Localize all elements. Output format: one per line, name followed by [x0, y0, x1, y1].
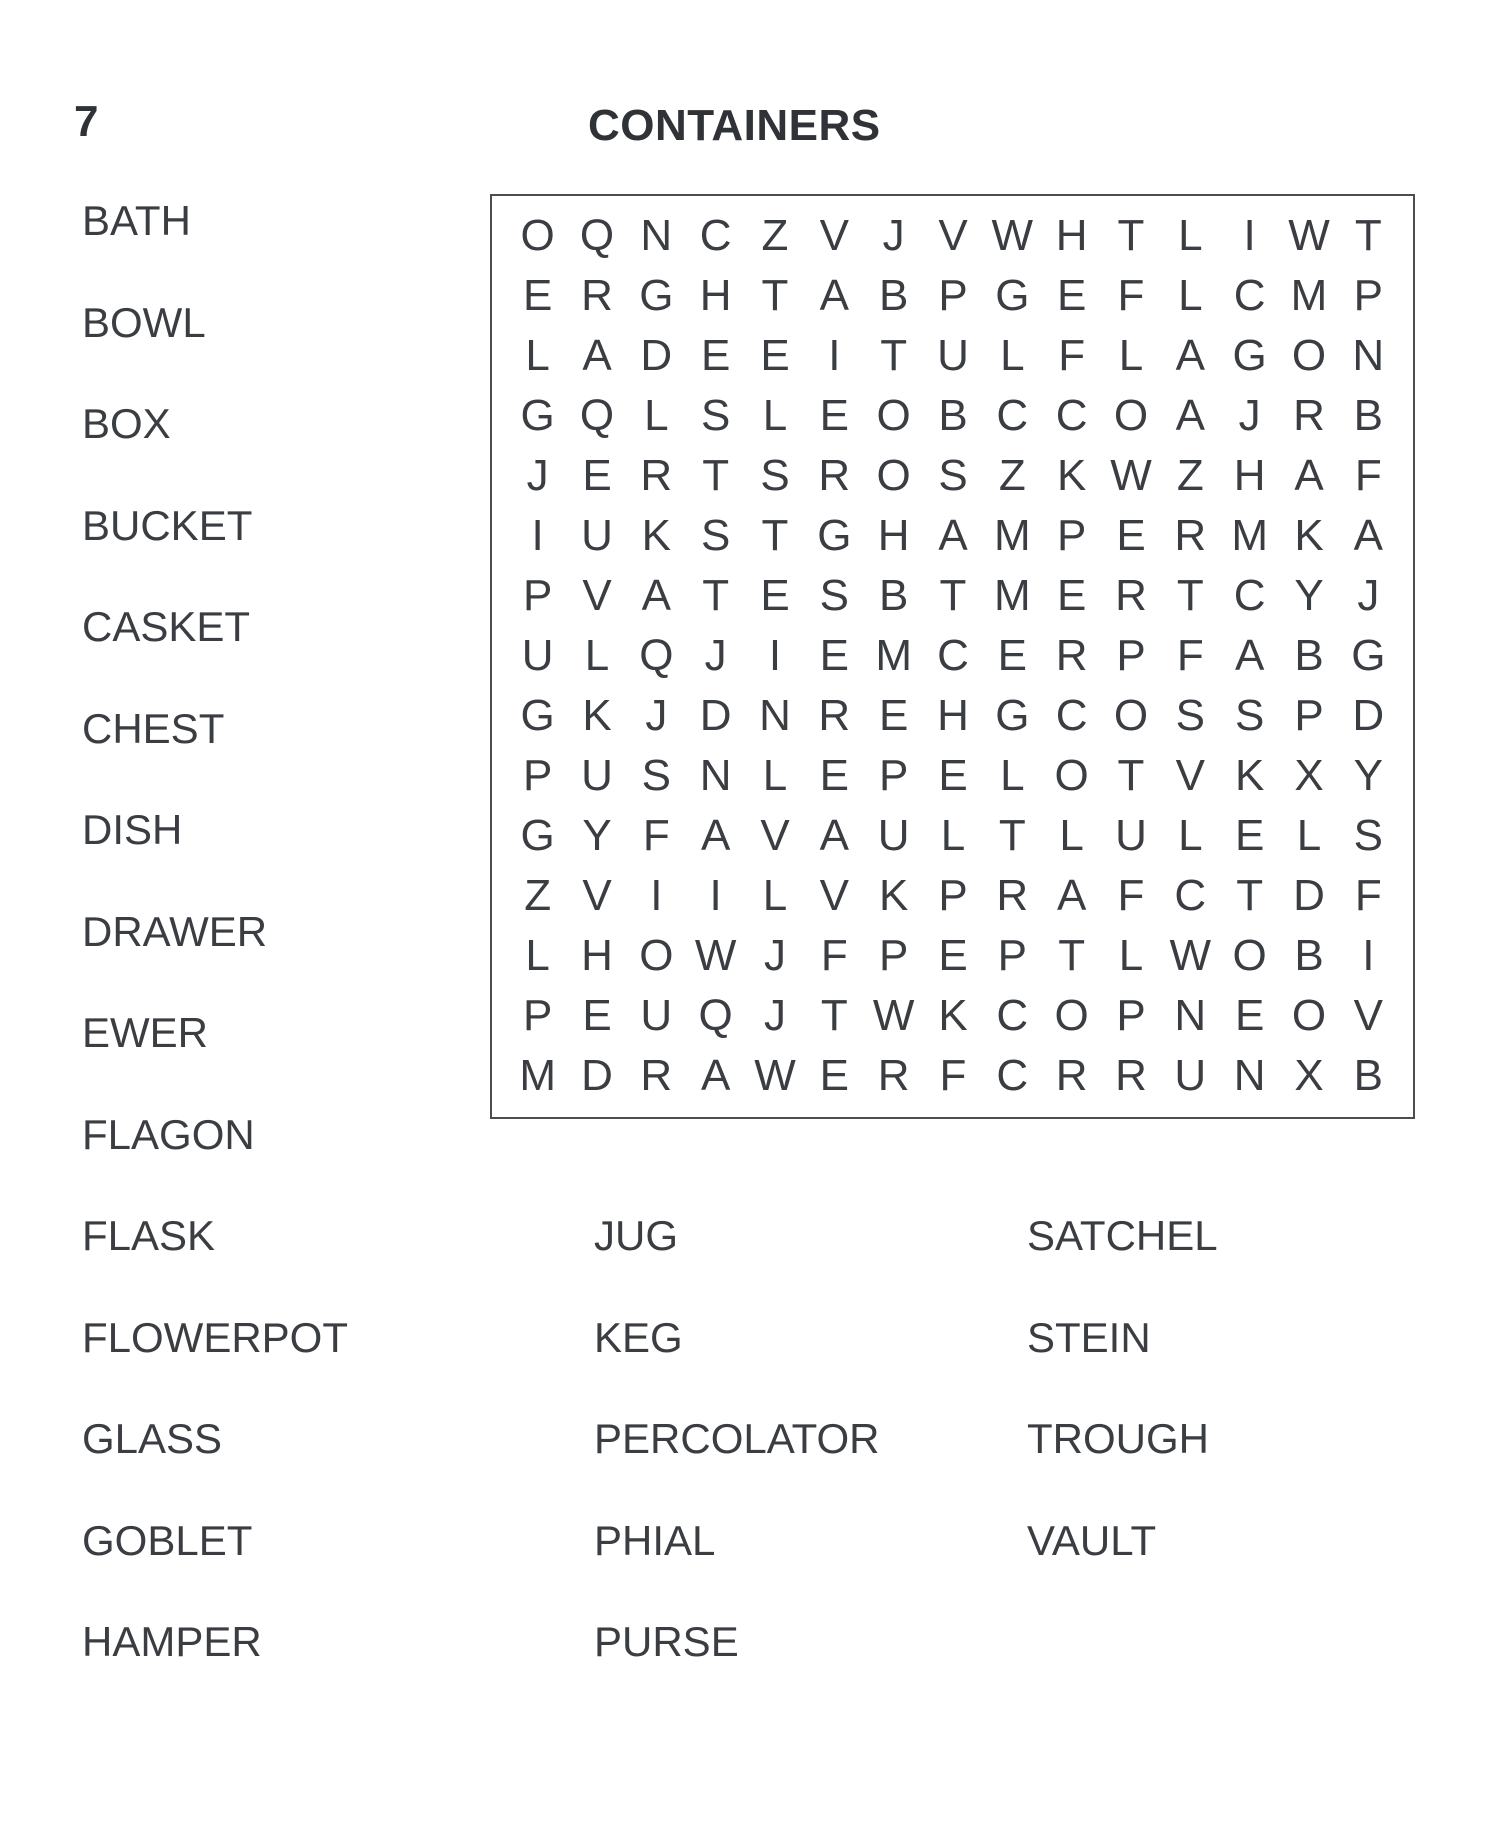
grid-letter[interactable]: P [1294, 691, 1324, 740]
grid-letter[interactable]: A [1234, 631, 1265, 680]
grid-letter[interactable]: A [819, 811, 849, 860]
grid-letter[interactable]: G [1232, 331, 1267, 380]
grid-letter[interactable]: A [1056, 871, 1087, 920]
word-list-item: PURSE [594, 1618, 739, 1665]
word-list-item: EWER [82, 1009, 208, 1056]
grid-letter[interactable]: K [1294, 511, 1324, 560]
grid-letter[interactable]: W [1110, 451, 1152, 500]
grid-letter[interactable]: W [872, 991, 915, 1040]
grid-letter[interactable]: E [760, 331, 790, 380]
grid-letter[interactable]: Y [1353, 751, 1383, 800]
grid-letter[interactable]: C [1055, 691, 1088, 740]
grid-letter[interactable]: P [522, 751, 553, 800]
word-list-item: GOBLET [82, 1516, 253, 1564]
grid-letter[interactable]: C [996, 1051, 1029, 1100]
grid-letter[interactable]: G [639, 271, 674, 320]
word-list-item: FLASK [82, 1212, 216, 1259]
grid-letter[interactable]: N [1352, 331, 1385, 380]
grid-letter[interactable]: J [1238, 391, 1261, 440]
grid-letter[interactable]: S [1234, 691, 1265, 740]
grid-letter[interactable]: S [700, 391, 731, 440]
grid-letter[interactable]: L [525, 331, 550, 380]
grid-letter[interactable]: S [1175, 691, 1205, 740]
grid-letter[interactable]: S [641, 751, 671, 800]
grid-letter[interactable]: K [1056, 451, 1087, 500]
grid-letter[interactable]: V [819, 871, 849, 920]
grid-letter[interactable]: L [584, 631, 610, 680]
grid-letter[interactable]: C [1174, 871, 1207, 920]
grid-letter[interactable]: P [878, 931, 909, 980]
grid-letter[interactable]: J [763, 991, 786, 1040]
grid-letter[interactable]: J [763, 931, 786, 980]
grid-letter[interactable]: Z [1176, 451, 1204, 500]
grid-letter[interactable]: D [581, 1051, 613, 1100]
grid-letter[interactable]: V [582, 571, 612, 620]
grid-letter[interactable]: F [642, 811, 670, 860]
grid-letter[interactable]: G [995, 271, 1030, 320]
grid-letter[interactable]: G [520, 811, 555, 860]
grid-letter[interactable]: O [639, 931, 674, 980]
grid-letter[interactable]: L [1178, 211, 1203, 260]
grid-letter[interactable]: S [819, 571, 849, 620]
grid-letter[interactable]: P [522, 571, 553, 620]
grid-letter[interactable]: H [937, 691, 969, 740]
grid-letter[interactable]: I [768, 631, 782, 680]
grid-letter[interactable]: U [937, 331, 969, 380]
grid-letter[interactable]: L [1000, 331, 1025, 380]
grid-letter[interactable]: A [582, 331, 612, 380]
grid-letter[interactable]: C [1055, 391, 1088, 440]
grid-letter[interactable]: B [938, 391, 968, 440]
word-list-item: HAMPER [82, 1618, 262, 1665]
grid-letter[interactable]: E [1056, 271, 1087, 320]
grid-letter[interactable]: E [1234, 991, 1265, 1040]
grid-letter[interactable]: L [1296, 811, 1322, 860]
grid-letter[interactable]: E [819, 631, 849, 680]
grid-letter[interactable]: Z [761, 211, 789, 260]
grid-letter[interactable]: E [1056, 571, 1087, 620]
grid-letter[interactable]: R [877, 1051, 910, 1100]
grid-letter[interactable]: Z [524, 871, 552, 920]
puzzle-grid-frame [490, 194, 1415, 1119]
grid-letter[interactable]: P [1116, 991, 1146, 1040]
grid-letter[interactable]: W [991, 211, 1034, 260]
grid-letter[interactable]: E [700, 331, 731, 380]
grid-letter[interactable]: O [1113, 691, 1149, 740]
grid-letter[interactable]: J [645, 691, 668, 740]
grid-letter[interactable]: A [1175, 391, 1205, 440]
grid-letter[interactable]: T [761, 271, 789, 320]
word-list-item: CHEST [82, 704, 225, 752]
grid-letter[interactable]: V [938, 211, 968, 260]
grid-letter[interactable]: G [995, 691, 1030, 740]
word-list-item: BUCKET [82, 501, 253, 549]
grid-letter[interactable]: I [1362, 931, 1375, 980]
grid-letter[interactable]: B [1294, 631, 1324, 680]
grid-letter[interactable]: Q [579, 211, 615, 260]
grid-letter[interactable]: P [1353, 271, 1383, 320]
grid-letter[interactable]: V [1175, 751, 1205, 800]
grid-letter[interactable]: R [1055, 1051, 1088, 1100]
grid-letter[interactable]: F [1354, 871, 1382, 920]
grid-letter[interactable]: Y [582, 811, 612, 860]
grid-letter[interactable]: A [1353, 511, 1383, 560]
grid-letter[interactable]: F [1058, 331, 1086, 380]
word-list-item: VAULT [1027, 1516, 1157, 1564]
grid-letter[interactable]: C [996, 391, 1029, 440]
grid-letter[interactable]: C [996, 991, 1029, 1040]
grid-letter[interactable]: E [760, 571, 790, 620]
grid-letter[interactable]: B [878, 271, 909, 320]
grid-letter[interactable]: M [993, 511, 1031, 560]
grid-letter[interactable]: E [1116, 511, 1146, 560]
grid-letter[interactable]: J [882, 211, 905, 260]
grid-letter[interactable]: K [878, 871, 909, 920]
grid-letter[interactable]: B [1353, 1051, 1383, 1100]
word-list-item: DISH [82, 806, 183, 853]
grid-letter[interactable]: V [1353, 991, 1383, 1040]
grid-letter[interactable]: L [940, 811, 966, 860]
grid-letter[interactable]: C [937, 631, 969, 680]
grid-letter[interactable]: T [1354, 211, 1382, 260]
puzzle-grid [508, 206, 1398, 1106]
grid-letter[interactable]: U [521, 631, 554, 680]
grid-letter[interactable]: R [818, 451, 851, 500]
grid-letter[interactable]: F [1117, 271, 1145, 320]
grid-letter[interactable]: V [582, 871, 612, 920]
grid-letter[interactable]: D [699, 691, 732, 740]
grid-letter[interactable]: H [877, 511, 910, 560]
grid-letter[interactable]: T [1236, 871, 1264, 920]
grid-letter[interactable]: D [640, 331, 673, 380]
grid-letter[interactable]: L [1118, 931, 1144, 980]
grid-letter[interactable]: V [819, 211, 849, 260]
grid-letter[interactable]: T [1176, 571, 1204, 620]
grid-letter[interactable]: M [1231, 511, 1268, 560]
grid-letter[interactable]: T [1058, 931, 1086, 980]
grid-letter[interactable]: B [878, 571, 909, 620]
grid-letter[interactable]: A [938, 511, 968, 560]
grid-letter[interactable]: I [1243, 211, 1256, 260]
grid-letter[interactable]: T [880, 331, 908, 380]
grid-letter[interactable]: L [762, 391, 788, 440]
grid-letter[interactable]: P [997, 931, 1027, 980]
grid-letter[interactable]: H [581, 931, 613, 980]
grid-letter[interactable]: H [699, 271, 732, 320]
grid-letter[interactable]: R [818, 691, 851, 740]
grid-letter[interactable]: C [1233, 271, 1266, 320]
grid-letter[interactable]: J [1357, 571, 1380, 620]
grid-letter[interactable]: F [820, 931, 848, 980]
grid-letter[interactable]: N [1233, 1051, 1266, 1100]
grid-letter[interactable]: R [640, 451, 673, 500]
grid-letter[interactable]: H [1233, 451, 1266, 500]
grid-letter[interactable]: T [998, 811, 1026, 860]
grid-letter[interactable]: L [1118, 331, 1144, 380]
grid-letter[interactable]: H [1055, 211, 1088, 260]
grid-letter[interactable]: O [1054, 751, 1089, 800]
grid-letter[interactable]: Q [579, 391, 615, 440]
grid-letter[interactable]: I [828, 331, 841, 380]
word-list-item: BATH [82, 197, 191, 244]
grid-letter[interactable]: G [817, 511, 852, 560]
grid-letter[interactable]: E [582, 451, 612, 500]
grid-letter[interactable]: M [519, 1051, 556, 1100]
grid-letter[interactable]: E [1234, 811, 1265, 860]
grid-letter[interactable]: W [1288, 211, 1330, 260]
word-list-item: CASKET [82, 603, 251, 650]
word-list-item: STEIN [1027, 1313, 1151, 1361]
grid-letter[interactable]: E [938, 751, 968, 800]
grid-letter[interactable]: R [1174, 511, 1207, 560]
grid-letter[interactable]: T [820, 991, 848, 1040]
grid-letter[interactable]: P [1116, 631, 1146, 680]
grid-letter[interactable]: O [1291, 991, 1327, 1040]
grid-letter[interactable]: J [526, 451, 549, 500]
grid-letter[interactable]: S [700, 511, 731, 560]
grid-letter[interactable]: B [1294, 931, 1324, 980]
grid-letter[interactable]: W [694, 931, 737, 980]
grid-letter[interactable]: T [939, 571, 967, 620]
grid-letter[interactable]: R [1115, 1051, 1147, 1100]
grid-letter[interactable]: P [1056, 511, 1087, 560]
grid-letter[interactable]: O [1232, 931, 1267, 980]
word-list-item: FLOWERPOT [82, 1313, 349, 1361]
grid-letter[interactable]: A [1175, 331, 1205, 380]
grid-letter[interactable]: O [876, 451, 911, 500]
grid-letter[interactable]: R [1055, 631, 1088, 680]
grid-letter[interactable]: P [938, 271, 968, 320]
grid-letter[interactable]: C [1233, 571, 1266, 620]
grid-letter[interactable]: B [1353, 391, 1383, 440]
grid-letter[interactable]: S [1353, 811, 1383, 860]
word-list-item: BOWL [82, 298, 206, 346]
grid-letter[interactable]: D [1293, 871, 1325, 920]
grid-letter[interactable]: O [876, 391, 911, 440]
grid-letter[interactable]: V [760, 811, 790, 860]
grid-letter[interactable]: L [525, 931, 550, 980]
grid-letter[interactable]: W [1169, 931, 1212, 980]
grid-letter[interactable]: X [1294, 1051, 1324, 1100]
grid-letter[interactable]: A [641, 571, 671, 620]
grid-letter[interactable]: N [699, 751, 732, 800]
grid-letter[interactable]: Q [698, 991, 733, 1040]
grid-letter[interactable]: Z [998, 451, 1026, 500]
grid-letter[interactable]: O [1054, 991, 1089, 1040]
grid-letter[interactable]: U [1115, 811, 1147, 860]
grid-letter[interactable]: U [640, 991, 673, 1040]
grid-letter[interactable]: R [640, 1051, 673, 1100]
grid-letter[interactable]: Y [1294, 571, 1324, 620]
grid-letter[interactable]: W [754, 1051, 796, 1100]
grid-letter[interactable]: M [993, 571, 1031, 620]
grid-letter[interactable]: L [1178, 271, 1203, 320]
grid-letter[interactable]: P [522, 991, 553, 1040]
grid-letter[interactable]: D [1352, 691, 1385, 740]
grid-letter[interactable]: X [1294, 751, 1324, 800]
grid-letter[interactable]: F [1117, 871, 1145, 920]
grid-letter[interactable]: L [762, 871, 788, 920]
grid-letter[interactable]: T [761, 511, 789, 560]
grid-letter[interactable]: E [819, 1051, 849, 1100]
word-list-item: KEG [594, 1313, 683, 1361]
grid-letter[interactable]: N [1174, 991, 1207, 1040]
grid-letter[interactable]: M [875, 631, 912, 680]
grid-letter[interactable]: P [938, 871, 968, 920]
grid-letter[interactable]: U [877, 811, 910, 860]
grid-letter[interactable]: L [1000, 751, 1025, 800]
grid-letter[interactable]: F [939, 1051, 967, 1100]
grid-letter[interactable]: T [702, 571, 730, 620]
grid-letter[interactable]: A [1294, 451, 1324, 500]
grid-letter[interactable]: U [1174, 1051, 1207, 1100]
grid-letter[interactable]: P [878, 751, 909, 800]
grid-letter[interactable]: F [1354, 451, 1382, 500]
grid-letter[interactable]: K [582, 691, 612, 740]
grid-letter[interactable]: L [762, 751, 788, 800]
grid-letter[interactable]: K [641, 511, 671, 560]
grid-letter[interactable]: O [1291, 331, 1327, 380]
grid-letter[interactable]: S [938, 451, 968, 500]
grid-letter[interactable]: L [644, 391, 669, 440]
word-list-item: PERCOLATOR [594, 1415, 880, 1462]
grid-letter[interactable]: O [520, 211, 555, 260]
grid-letter[interactable]: G [520, 391, 555, 440]
word-list-item: FLAGON [82, 1110, 255, 1158]
grid-letter[interactable]: I [650, 871, 663, 920]
grid-letter[interactable]: K [1234, 751, 1265, 800]
page-title: CONTAINERS [588, 101, 881, 150]
grid-letter[interactable]: R [1115, 571, 1147, 620]
word-list-item: SATCHEL [1027, 1212, 1218, 1259]
grid-letter[interactable]: A [819, 271, 849, 320]
grid-letter[interactable]: E [582, 991, 612, 1040]
grid-letter[interactable]: U [581, 751, 613, 800]
grid-letter[interactable]: E [878, 691, 909, 740]
grid-letter[interactable]: G [520, 691, 555, 740]
grid-letter[interactable]: R [1293, 391, 1325, 440]
grid-letter[interactable]: L [1178, 811, 1203, 860]
grid-letter[interactable]: A [700, 1051, 731, 1100]
grid-letter[interactable]: O [1113, 391, 1149, 440]
grid-letter[interactable]: E [938, 931, 968, 980]
grid-letter[interactable]: E [819, 391, 849, 440]
word-list-item: BOX [82, 400, 171, 447]
word-list-item: PHIAL [594, 1516, 716, 1564]
grid-letter[interactable]: S [760, 451, 790, 500]
grid-letter[interactable]: U [581, 511, 613, 560]
grid-letter[interactable]: G [1351, 631, 1386, 680]
grid-letter[interactable]: A [700, 811, 731, 860]
grid-letter[interactable]: E [819, 751, 849, 800]
grid-letter[interactable]: Q [639, 631, 674, 680]
grid-letter[interactable]: E [522, 271, 553, 320]
grid-letter[interactable]: R [581, 271, 613, 320]
grid-letter[interactable]: E [997, 631, 1027, 680]
word-list-item: GLASS [82, 1415, 223, 1462]
word-list-item: TROUGH [1027, 1415, 1209, 1462]
grid-letter[interactable]: K [938, 991, 968, 1040]
grid-letter[interactable]: M [1290, 271, 1328, 320]
grid-letter[interactable]: F [1176, 631, 1204, 680]
word-list-item: DRAWER [82, 907, 268, 955]
word-list-item: JUG [594, 1212, 678, 1259]
grid-letter[interactable]: J [704, 631, 727, 680]
grid-letter[interactable]: R [996, 871, 1029, 920]
grid-letter[interactable]: T [1117, 211, 1145, 260]
grid-letter[interactable]: I [531, 511, 544, 560]
page-number: 7 [74, 97, 99, 146]
grid-letter[interactable]: N [640, 211, 673, 260]
grid-letter[interactable]: I [709, 871, 722, 920]
grid-letter[interactable]: T [702, 451, 730, 500]
grid-letter[interactable]: C [699, 211, 732, 260]
grid-letter[interactable]: L [1059, 811, 1084, 860]
grid-letter[interactable]: T [1117, 751, 1145, 800]
grid-letter[interactable]: N [759, 691, 791, 740]
